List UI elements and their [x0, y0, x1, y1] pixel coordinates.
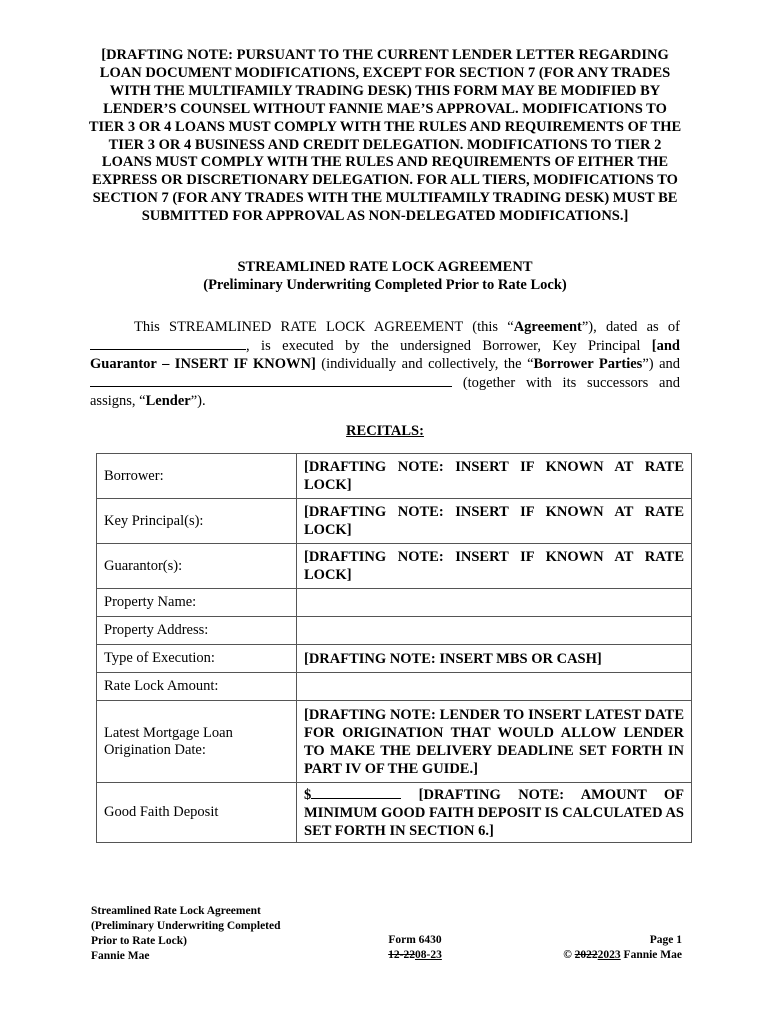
table-row — [97, 617, 692, 645]
recital-value: [DRAFTING NOTE: INSERT IF KNOWN AT RATE LOCK] — [297, 454, 692, 499]
intro-text-2: ”), dated as of — [581, 319, 680, 335]
form-date-struck: 12-22 — [388, 949, 415, 961]
form-date-new: 08-23 — [415, 949, 442, 961]
table-row — [97, 454, 692, 499]
footer-right — [500, 933, 682, 963]
copyright-owner: Fannie Mae — [623, 949, 682, 961]
document-title: STREAMLINED RATE LOCK AGREEMENT — [237, 259, 533, 275]
footer-form — [370, 933, 460, 963]
document-subtitle: (Preliminary Underwriting Completed Prior to Rate Lock) — [203, 277, 567, 293]
copyright-symbol: © — [563, 949, 572, 961]
footer-line: Fannie Mae — [91, 950, 150, 962]
recitals-heading: RECITALS: — [346, 423, 424, 439]
agreement-term: Agreement — [513, 319, 582, 335]
recital-value: [DRAFTING NOTE: INSERT IF KNOWN AT RATE LOCK] — [297, 499, 692, 544]
copyright — [500, 948, 682, 963]
title-block — [88, 258, 682, 294]
intro-text-3: , is executed by the undersigned Borrower, Key Principal — [246, 338, 641, 354]
recital-label: Property Address: — [97, 617, 297, 645]
recital-label: Rate Lock Amount: — [97, 673, 297, 701]
intro-text-7: ”). — [190, 393, 206, 409]
good-faith-note: [DRAFTING NOTE: AMOUNT OF MINIMUM GOOD FAITH DEPOSIT IS CALCULATED AS SET FORTH IN SECTION 6.] — [304, 787, 684, 839]
recital-value: [DRAFTING NOTE: INSERT IF KNOWN AT RATE LOCK] — [297, 544, 692, 589]
footer-line: (Preliminary Underwriting Completed — [91, 920, 281, 932]
year-new: 2023 — [597, 949, 621, 961]
footer-left — [91, 904, 321, 964]
recital-label: Type of Execution: — [97, 645, 297, 673]
amount-blank — [311, 785, 401, 799]
borrower-parties-term: Borrower Parties — [533, 356, 643, 372]
lender-term: Lender — [145, 393, 191, 409]
recital-value — [297, 617, 692, 645]
table-row — [97, 701, 692, 783]
recitals-table — [96, 453, 692, 843]
intro-text-6: (together with its successors and assigns, “ — [90, 375, 680, 409]
recital-value — [297, 589, 692, 617]
intro-text-1: This STREAMLINED RATE LOCK AGREEMENT (this “ — [134, 319, 514, 335]
recital-label: Key Principal(s): — [97, 499, 297, 544]
recital-label: Latest Mortgage Loan Origination Date: — [97, 701, 297, 783]
date-blank — [90, 336, 246, 350]
table-row — [97, 544, 692, 589]
intro-text-5: ”) and — [642, 356, 681, 372]
form-date — [370, 948, 460, 963]
recital-label: Guarantor(s): — [97, 544, 297, 589]
drafting-note: [DRAFTING NOTE: PURSUANT TO THE CURRENT LENDER LETTER REGARDING LOAN DOCUMENT MODIFICATIONS, EXCEPT FOR SECTION 7 (FOR ANY TRADES WITH THE MULTIFAMILY TRADING DESK) THIS FORM MAY BE MODIFIED BY LENDER’S COUNSEL WITHOUT FANNIE MAE’S APPROVAL. MODIFICATIONS TO TIER 3 OR 4 LOANS MUST COMPLY WITH THE RULES AND REQUIREMENTS OF THE TIER 3 OR 4 BUSINESS AND CREDIT DELEGATION. MODIFICATIONS TO TIER 2 LOANS MUST COMPLY WITH THE RULES AND REQUIREMENTS OF EITHER THE EXPRESS OR DISCRETIONARY DELEGATION. FOR ALL TIERS, MODIFICATIONS TO SECTION 7 (FOR ANY TRADES WITH THE MULTIFAMILY TRADING DESK) MUST BE SUBMITTED FOR APPROVAL AS NON-DELEGATED MODIFICATIONS.] — [88, 47, 682, 225]
form-number: Form 6430 — [388, 934, 442, 946]
table-row — [97, 499, 692, 544]
recital-label: Good Faith Deposit — [97, 783, 297, 843]
recital-label: Borrower: — [97, 454, 297, 499]
table-row — [97, 673, 692, 701]
recital-value — [297, 673, 692, 701]
intro-paragraph — [90, 318, 680, 410]
intro-text-4: (individually and collectively, the “ — [321, 356, 534, 372]
table-row — [97, 783, 692, 843]
recital-value: [DRAFTING NOTE: LENDER TO INSERT LATEST DATE FOR ORIGINATION THAT WOULD ALLOW LENDER TO MAKE THE DELIVERY DEADLINE SET FORTH IN PART IV OF THE GUIDE.] — [297, 701, 692, 783]
guarantor-bracket: [and Guarantor – INSERT IF KNOWN] — [90, 338, 680, 372]
recital-value: [DRAFTING NOTE: INSERT MBS OR CASH] — [297, 645, 692, 673]
footer-line: Streamlined Rate Lock Agreement — [91, 905, 261, 917]
lender-name-blank — [90, 373, 452, 387]
recital-value — [297, 783, 692, 843]
recital-label: Property Name: — [97, 589, 297, 617]
page-number: Page 1 — [649, 934, 682, 946]
table-row — [97, 589, 692, 617]
year-struck: 2022 — [574, 949, 598, 961]
table-row — [97, 645, 692, 673]
footer-line: Prior to Rate Lock) — [91, 935, 187, 947]
dollar-sign: $ — [304, 787, 312, 803]
